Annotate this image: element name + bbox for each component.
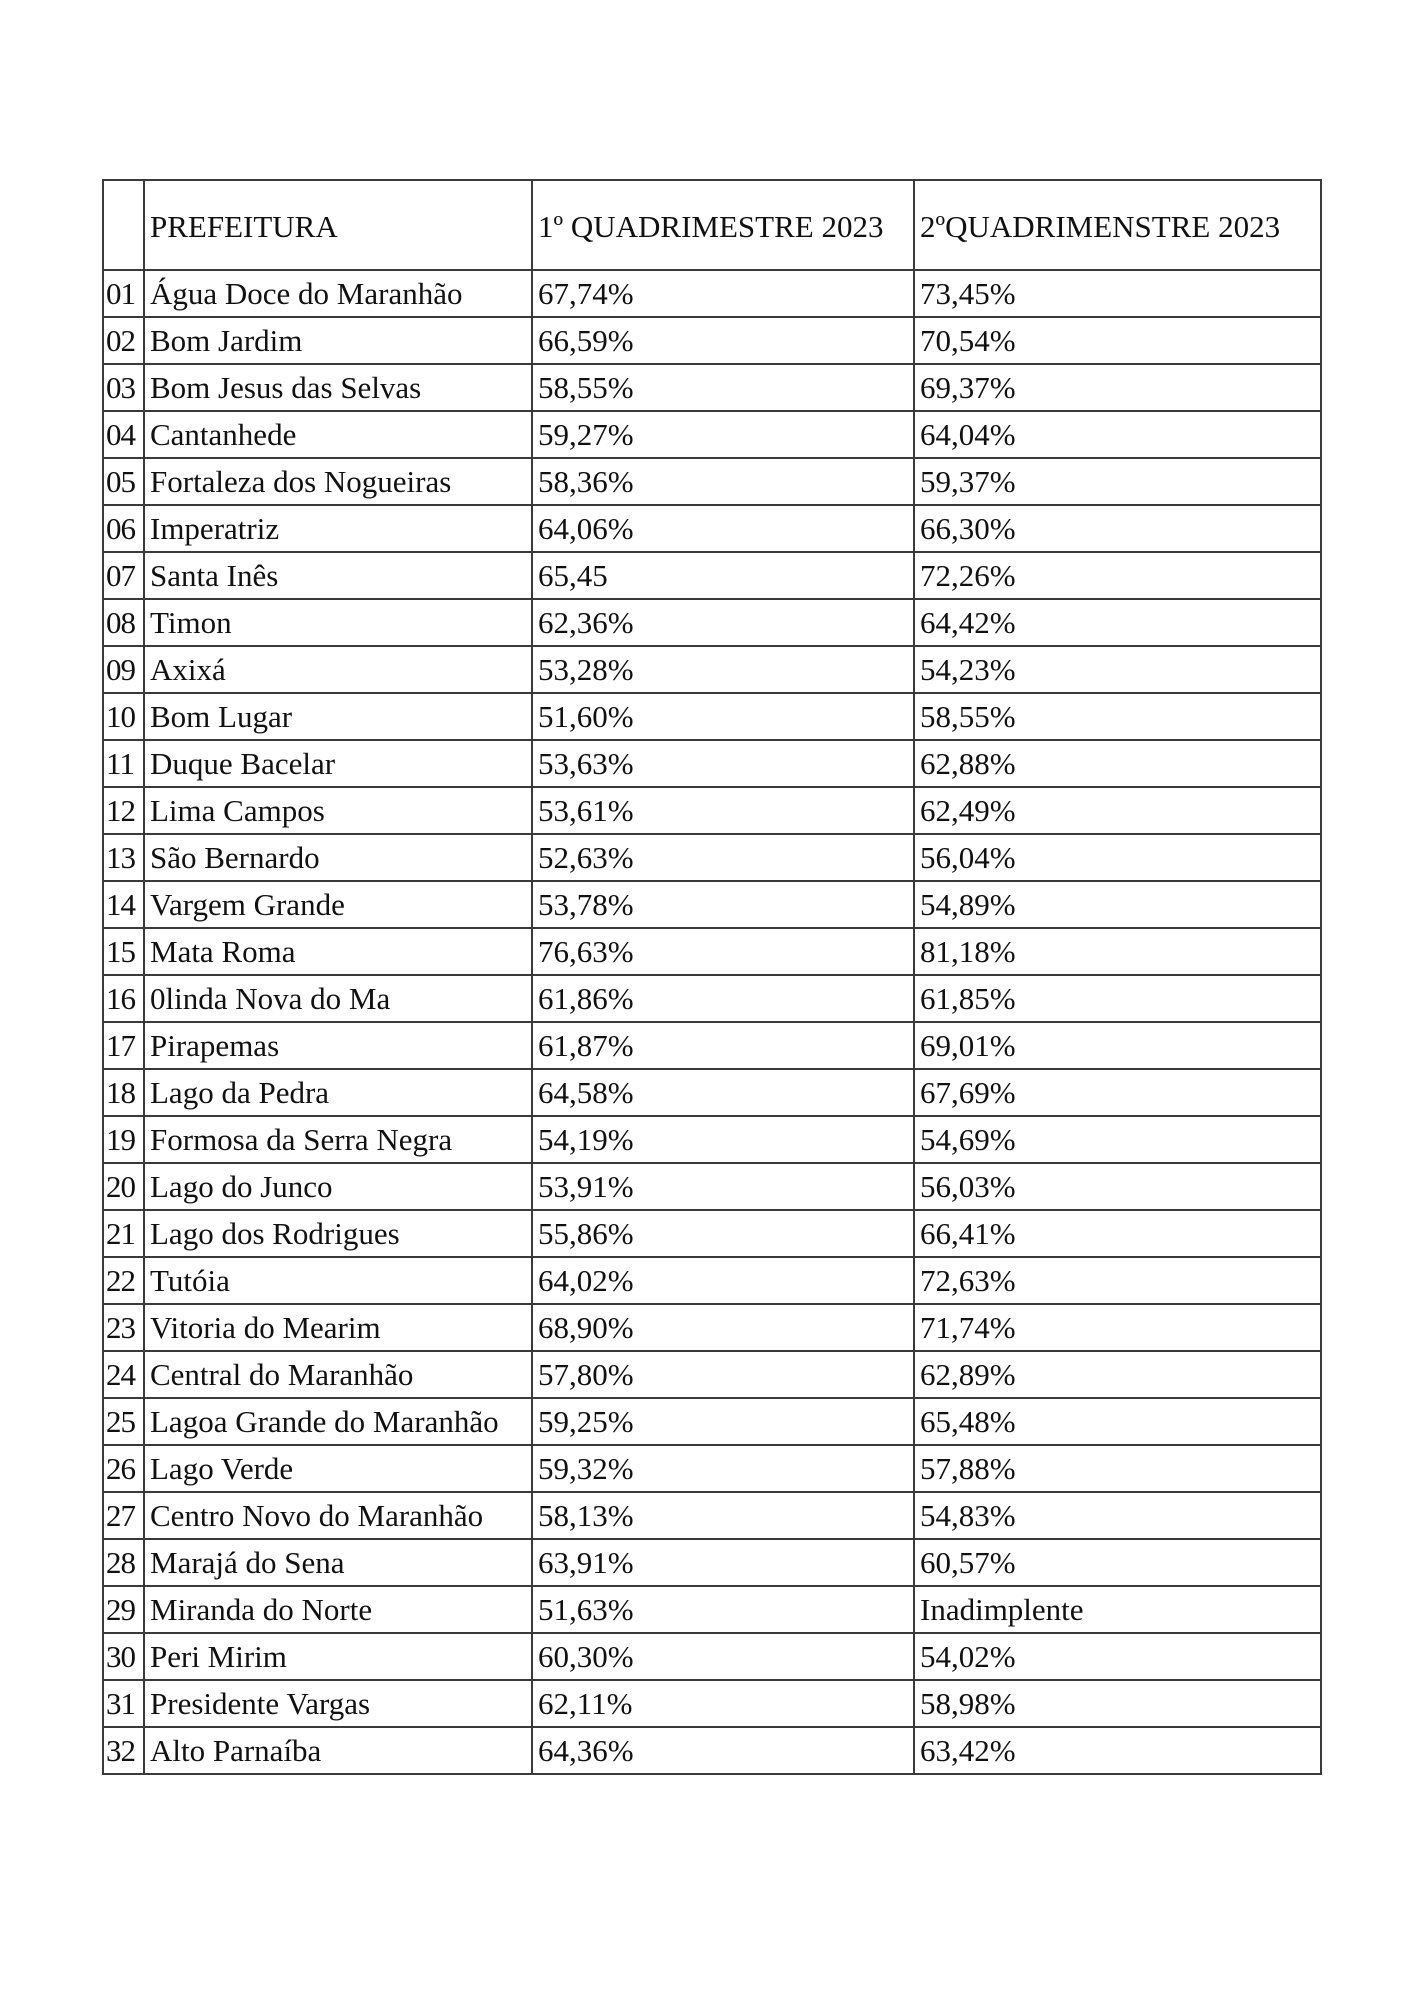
row-number: 19 bbox=[103, 1116, 144, 1163]
row-prefeitura: Timon bbox=[144, 599, 532, 646]
row-number: 12 bbox=[103, 787, 144, 834]
row-q2-value: 57,88% bbox=[914, 1445, 1321, 1492]
row-number: 20 bbox=[103, 1163, 144, 1210]
row-prefeitura: Lago Verde bbox=[144, 1445, 532, 1492]
row-q2-value: 69,01% bbox=[914, 1022, 1321, 1069]
row-q1-value: 52,63% bbox=[532, 834, 914, 881]
row-q1-value: 60,30% bbox=[532, 1633, 914, 1680]
row-number: 30 bbox=[103, 1633, 144, 1680]
row-prefeitura: 0linda Nova do Ma bbox=[144, 975, 532, 1022]
row-q1-value: 62,11% bbox=[532, 1680, 914, 1727]
table-row bbox=[103, 599, 1321, 646]
row-q1-value: 61,87% bbox=[532, 1022, 914, 1069]
row-q2-value: 71,74% bbox=[914, 1304, 1321, 1351]
header-q1-2023: 1º QUADRIMESTRE 2023 bbox=[532, 180, 914, 270]
row-q1-value: 58,13% bbox=[532, 1492, 914, 1539]
row-q1-value: 68,90% bbox=[532, 1304, 914, 1351]
row-q2-value: 66,41% bbox=[914, 1210, 1321, 1257]
row-prefeitura: Bom Jardim bbox=[144, 317, 532, 364]
table-row bbox=[103, 1586, 1321, 1633]
row-prefeitura: Presidente Vargas bbox=[144, 1680, 532, 1727]
row-prefeitura: Alto Parnaíba bbox=[144, 1727, 532, 1774]
row-prefeitura: Axixá bbox=[144, 646, 532, 693]
row-number: 06 bbox=[103, 505, 144, 552]
row-q1-value: 66,59% bbox=[532, 317, 914, 364]
row-prefeitura: Cantanhede bbox=[144, 411, 532, 458]
row-number: 07 bbox=[103, 552, 144, 599]
row-q1-value: 58,55% bbox=[532, 364, 914, 411]
row-number: 17 bbox=[103, 1022, 144, 1069]
header-q2-2023: 2ºQUADRIMENSTRE 2023 bbox=[914, 180, 1321, 270]
row-q1-value: 76,63% bbox=[532, 928, 914, 975]
row-number: 24 bbox=[103, 1351, 144, 1398]
row-q1-value: 55,86% bbox=[532, 1210, 914, 1257]
row-q1-value: 51,60% bbox=[532, 693, 914, 740]
table-body bbox=[103, 270, 1321, 1774]
row-number: 32 bbox=[103, 1727, 144, 1774]
row-prefeitura: Água Doce do Maranhão bbox=[144, 270, 532, 317]
row-number: 13 bbox=[103, 834, 144, 881]
row-q2-value: 70,54% bbox=[914, 317, 1321, 364]
row-q2-value: 81,18% bbox=[914, 928, 1321, 975]
row-q1-value: 62,36% bbox=[532, 599, 914, 646]
table-row bbox=[103, 552, 1321, 599]
row-prefeitura: Marajá do Sena bbox=[144, 1539, 532, 1586]
row-q1-value: 64,58% bbox=[532, 1069, 914, 1116]
row-q1-value: 58,36% bbox=[532, 458, 914, 505]
row-q2-value: Inadimplente bbox=[914, 1586, 1321, 1633]
row-number: 16 bbox=[103, 975, 144, 1022]
row-q2-value: 72,63% bbox=[914, 1257, 1321, 1304]
table-row bbox=[103, 1069, 1321, 1116]
table-row bbox=[103, 1022, 1321, 1069]
row-q1-value: 64,02% bbox=[532, 1257, 914, 1304]
table-row bbox=[103, 1633, 1321, 1680]
row-number: 14 bbox=[103, 881, 144, 928]
row-q2-value: 73,45% bbox=[914, 270, 1321, 317]
row-q1-value: 59,32% bbox=[532, 1445, 914, 1492]
table-header bbox=[103, 180, 1321, 270]
row-number: 23 bbox=[103, 1304, 144, 1351]
row-q2-value: 54,83% bbox=[914, 1492, 1321, 1539]
row-prefeitura: Bom Jesus das Selvas bbox=[144, 364, 532, 411]
table-row bbox=[103, 975, 1321, 1022]
row-prefeitura: Pirapemas bbox=[144, 1022, 532, 1069]
row-q1-value: 51,63% bbox=[532, 1586, 914, 1633]
row-q1-value: 64,36% bbox=[532, 1727, 914, 1774]
row-q1-value: 67,74% bbox=[532, 270, 914, 317]
row-q2-value: 56,03% bbox=[914, 1163, 1321, 1210]
row-q2-value: 63,42% bbox=[914, 1727, 1321, 1774]
table-row bbox=[103, 1304, 1321, 1351]
table-row bbox=[103, 458, 1321, 505]
row-q2-value: 64,04% bbox=[914, 411, 1321, 458]
table-row bbox=[103, 1492, 1321, 1539]
row-prefeitura: Lima Campos bbox=[144, 787, 532, 834]
row-number: 22 bbox=[103, 1257, 144, 1304]
row-prefeitura: Santa Inês bbox=[144, 552, 532, 599]
row-q1-value: 59,25% bbox=[532, 1398, 914, 1445]
row-q1-value: 64,06% bbox=[532, 505, 914, 552]
row-q1-value: 53,63% bbox=[532, 740, 914, 787]
row-q2-value: 62,49% bbox=[914, 787, 1321, 834]
row-prefeitura: Miranda do Norte bbox=[144, 1586, 532, 1633]
table-row bbox=[103, 364, 1321, 411]
row-number: 31 bbox=[103, 1680, 144, 1727]
table-row bbox=[103, 1680, 1321, 1727]
row-number: 04 bbox=[103, 411, 144, 458]
row-q2-value: 54,23% bbox=[914, 646, 1321, 693]
row-q2-value: 69,37% bbox=[914, 364, 1321, 411]
row-number: 29 bbox=[103, 1586, 144, 1633]
row-number: 26 bbox=[103, 1445, 144, 1492]
row-q2-value: 67,69% bbox=[914, 1069, 1321, 1116]
row-number: 05 bbox=[103, 458, 144, 505]
row-number: 03 bbox=[103, 364, 144, 411]
table-row bbox=[103, 1163, 1321, 1210]
row-q2-value: 62,89% bbox=[914, 1351, 1321, 1398]
row-number: 21 bbox=[103, 1210, 144, 1257]
table-row bbox=[103, 834, 1321, 881]
row-prefeitura: Lago do Junco bbox=[144, 1163, 532, 1210]
row-q1-value: 65,45 bbox=[532, 552, 914, 599]
row-prefeitura: Central do Maranhão bbox=[144, 1351, 532, 1398]
row-q1-value: 63,91% bbox=[532, 1539, 914, 1586]
row-prefeitura: Tutóia bbox=[144, 1257, 532, 1304]
row-prefeitura: Fortaleza dos Nogueiras bbox=[144, 458, 532, 505]
table-row bbox=[103, 1727, 1321, 1774]
row-q2-value: 59,37% bbox=[914, 458, 1321, 505]
header-prefeitura: PREFEITURA bbox=[144, 180, 532, 270]
table-row bbox=[103, 411, 1321, 458]
row-number: 25 bbox=[103, 1398, 144, 1445]
row-number: 15 bbox=[103, 928, 144, 975]
row-prefeitura: Formosa da Serra Negra bbox=[144, 1116, 532, 1163]
row-prefeitura: Imperatriz bbox=[144, 505, 532, 552]
row-q2-value: 58,98% bbox=[914, 1680, 1321, 1727]
row-q1-value: 54,19% bbox=[532, 1116, 914, 1163]
row-number: 18 bbox=[103, 1069, 144, 1116]
row-number: 11 bbox=[103, 740, 144, 787]
row-prefeitura: Bom Lugar bbox=[144, 693, 532, 740]
row-number: 01 bbox=[103, 270, 144, 317]
prefeituras-table bbox=[102, 179, 1322, 1775]
row-q2-value: 60,57% bbox=[914, 1539, 1321, 1586]
table-row bbox=[103, 1210, 1321, 1257]
table-row bbox=[103, 881, 1321, 928]
row-prefeitura: São Bernardo bbox=[144, 834, 532, 881]
table-row bbox=[103, 787, 1321, 834]
row-q2-value: 72,26% bbox=[914, 552, 1321, 599]
row-prefeitura: Mata Roma bbox=[144, 928, 532, 975]
row-prefeitura: Lago dos Rodrigues bbox=[144, 1210, 532, 1257]
row-q1-value: 57,80% bbox=[532, 1351, 914, 1398]
row-q1-value: 59,27% bbox=[532, 411, 914, 458]
row-q2-value: 54,89% bbox=[914, 881, 1321, 928]
table-row bbox=[103, 505, 1321, 552]
row-q2-value: 54,02% bbox=[914, 1633, 1321, 1680]
table-row bbox=[103, 1257, 1321, 1304]
row-number: 10 bbox=[103, 693, 144, 740]
header-row bbox=[103, 180, 1321, 270]
row-number: 02 bbox=[103, 317, 144, 364]
row-q2-value: 64,42% bbox=[914, 599, 1321, 646]
row-prefeitura: Lago da Pedra bbox=[144, 1069, 532, 1116]
row-number: 09 bbox=[103, 646, 144, 693]
row-q2-value: 62,88% bbox=[914, 740, 1321, 787]
row-q2-value: 58,55% bbox=[914, 693, 1321, 740]
table-row bbox=[103, 1539, 1321, 1586]
row-q2-value: 56,04% bbox=[914, 834, 1321, 881]
row-number: 08 bbox=[103, 599, 144, 646]
row-q2-value: 66,30% bbox=[914, 505, 1321, 552]
row-prefeitura: Duque Bacelar bbox=[144, 740, 532, 787]
table-row bbox=[103, 270, 1321, 317]
table-row bbox=[103, 1445, 1321, 1492]
table-row bbox=[103, 1351, 1321, 1398]
table-row bbox=[103, 1398, 1321, 1445]
row-q1-value: 61,86% bbox=[532, 975, 914, 1022]
table-row bbox=[103, 646, 1321, 693]
table-row bbox=[103, 317, 1321, 364]
table-row bbox=[103, 1116, 1321, 1163]
header-number bbox=[103, 180, 144, 270]
row-prefeitura: Lagoa Grande do Maranhão bbox=[144, 1398, 532, 1445]
row-q1-value: 53,78% bbox=[532, 881, 914, 928]
table-row bbox=[103, 693, 1321, 740]
row-q1-value: 53,91% bbox=[532, 1163, 914, 1210]
row-q1-value: 53,61% bbox=[532, 787, 914, 834]
row-prefeitura: Centro Novo do Maranhão bbox=[144, 1492, 532, 1539]
table-row bbox=[103, 740, 1321, 787]
row-q2-value: 65,48% bbox=[914, 1398, 1321, 1445]
row-prefeitura: Vitoria do Mearim bbox=[144, 1304, 532, 1351]
table-row bbox=[103, 928, 1321, 975]
row-number: 27 bbox=[103, 1492, 144, 1539]
row-q2-value: 61,85% bbox=[914, 975, 1321, 1022]
row-number: 28 bbox=[103, 1539, 144, 1586]
row-q2-value: 54,69% bbox=[914, 1116, 1321, 1163]
row-prefeitura: Vargem Grande bbox=[144, 881, 532, 928]
row-q1-value: 53,28% bbox=[532, 646, 914, 693]
row-prefeitura: Peri Mirim bbox=[144, 1633, 532, 1680]
